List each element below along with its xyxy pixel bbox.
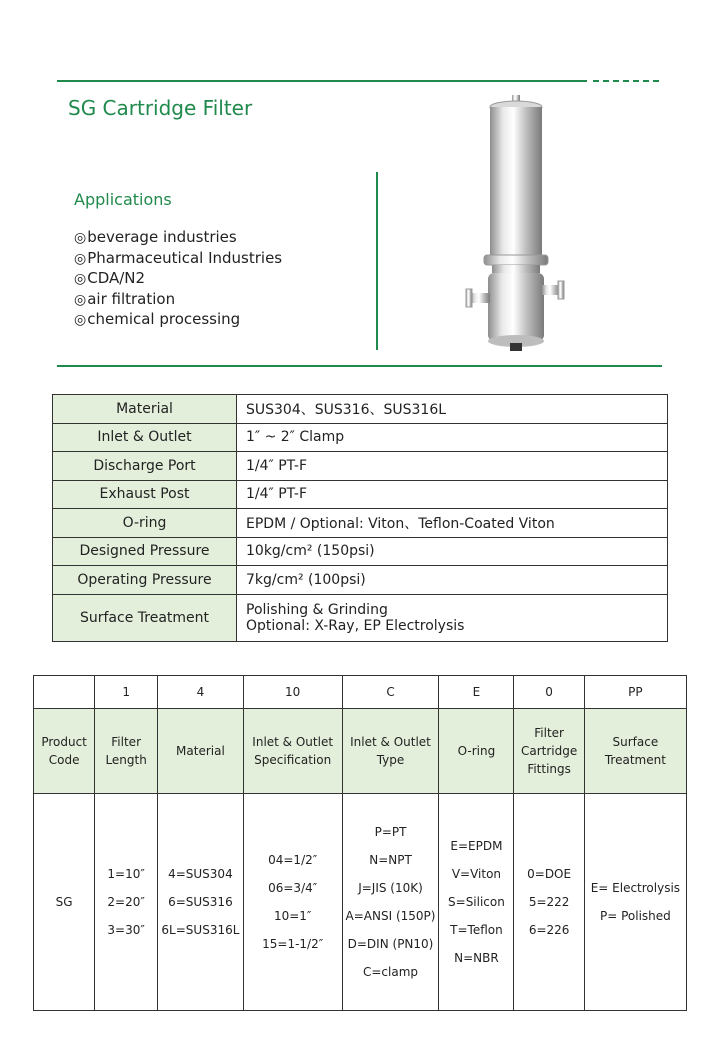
header-cell (439, 709, 514, 794)
cartridge-filter-image (462, 95, 572, 355)
code-cell: 1 (95, 676, 158, 709)
options-row (34, 794, 687, 1011)
spec-value: EPDM / Optional: Viton、Teflon-Coated Viton (237, 509, 668, 538)
code-cell: 4 (158, 676, 244, 709)
option-line: 10=1″ (273, 909, 312, 923)
spec-table (52, 394, 668, 642)
option-line: C=clamp (362, 965, 419, 979)
list-item: ◎ air filtration (74, 290, 282, 311)
option-line: S=Silicon (448, 895, 505, 909)
header-line: Specification (254, 753, 332, 767)
spec-value: Polishing & Grinding (246, 601, 388, 618)
header-line: Code (48, 753, 80, 767)
header-line: O-ring (457, 744, 496, 758)
option-line: 6=SUS316 (168, 895, 233, 909)
top-dashed-divider (593, 80, 659, 82)
page-title: SG Cartridge Filter (68, 96, 253, 120)
option-line: P= Polished (599, 909, 671, 923)
header-cell (243, 709, 342, 794)
table-row (53, 537, 668, 566)
option-line: 2=20″ (107, 895, 145, 909)
table-row (53, 509, 668, 538)
option-cell (158, 794, 244, 1011)
header-line: Length (105, 753, 147, 767)
spec-key: Surface Treatment (53, 594, 237, 641)
header-cell (342, 709, 439, 794)
list-item: ◎ chemical processing (74, 310, 282, 331)
code-cell: E (439, 676, 514, 709)
option-line: SG (55, 895, 73, 909)
option-cell (34, 794, 95, 1011)
list-item: ◎ Pharmaceutical Industries (74, 249, 282, 270)
spec-key: Material (53, 395, 237, 424)
list-item: ◎ beverage industries (74, 228, 282, 249)
spec-key: Operating Pressure (53, 566, 237, 595)
applications-heading: Applications (74, 190, 172, 209)
option-line: 04=1/2″ (268, 853, 318, 867)
spec-value: 1″ ~ 2″ Clamp (237, 423, 668, 452)
header-line: Product (41, 735, 87, 749)
option-line: J=JIS (10K) (358, 881, 423, 895)
code-cell: 0 (514, 676, 584, 709)
table-row (53, 566, 668, 595)
option-line: 6L=SUS316L (161, 923, 240, 937)
code-cell: 10 (243, 676, 342, 709)
option-line: N=NBR (454, 951, 499, 965)
option-cell (584, 794, 686, 1011)
option-line: 1=10″ (107, 867, 145, 881)
header-line: Cartridge (520, 744, 578, 758)
applications-list (74, 228, 282, 331)
spec-value-group (237, 594, 668, 641)
spec-key: Designed Pressure (53, 537, 237, 566)
list-item: ◎ CDA/N2 (74, 269, 282, 290)
code-cell: C (342, 676, 439, 709)
option-cell (95, 794, 158, 1011)
vertical-divider (376, 172, 378, 350)
option-line: 06=3/4″ (268, 881, 318, 895)
table-row (53, 452, 668, 481)
spec-value: 1/4″ PT-F (237, 480, 668, 509)
option-line: 3=30″ (107, 923, 145, 937)
header-cell (584, 709, 686, 794)
spec-key: Exhaust Post (53, 480, 237, 509)
table-row (53, 480, 668, 509)
header-line: Fittings (527, 762, 571, 776)
header-line: Filter (111, 735, 141, 749)
header-line: Inlet & Outlet (252, 735, 334, 749)
spec-value: 7kg/cm² (100psi) (237, 566, 668, 595)
header-cell (95, 709, 158, 794)
spec-value: 1/4″ PT-F (237, 452, 668, 481)
code-row (34, 676, 687, 709)
table-row (53, 395, 668, 424)
header-cell (514, 709, 584, 794)
header-line: Filter (534, 726, 564, 740)
spec-key: Discharge Port (53, 452, 237, 481)
option-line: D=DIN (PN10) (347, 937, 434, 951)
header-line: Inlet & Outlet (350, 735, 431, 749)
header-line: Type (376, 753, 405, 767)
section-divider (57, 365, 662, 367)
option-cell (243, 794, 342, 1011)
option-line: 6=226 (528, 923, 570, 937)
header-row (34, 709, 687, 794)
spec-value: 10kg/cm² (150psi) (237, 537, 668, 566)
option-cell (514, 794, 584, 1011)
option-line: V=Viton (451, 867, 502, 881)
ordering-code-table (33, 675, 687, 1011)
option-line: P=PT (374, 825, 407, 839)
header-line: Material (176, 744, 225, 758)
option-line: T=Teflon (450, 923, 503, 937)
option-line: N=NPT (369, 853, 412, 867)
header-line: Surface (612, 735, 659, 749)
option-cell (439, 794, 514, 1011)
top-divider (57, 80, 587, 82)
option-line: E=EPDM (450, 839, 503, 853)
spec-value: SUS304、SUS316、SUS316L (237, 395, 668, 424)
option-line: A=ANSI (150P) (345, 909, 436, 923)
option-cell (342, 794, 439, 1011)
code-cell (34, 676, 95, 709)
code-cell: PP (584, 676, 686, 709)
option-line: 0=DOE (527, 867, 572, 881)
option-line: 4=SUS304 (168, 867, 233, 881)
spec-key: Inlet & Outlet (53, 423, 237, 452)
header-cell (158, 709, 244, 794)
table-row (53, 594, 668, 641)
option-line: 15=1-1/2″ (262, 937, 324, 951)
header-line: Treatment (604, 753, 666, 767)
header-cell (34, 709, 95, 794)
option-line: 5=222 (528, 895, 570, 909)
option-line: E= Electrolysis (590, 881, 681, 895)
spec-key: O-ring (53, 509, 237, 538)
spec-value-optional: Optional: X-Ray, EP Electrolysis (246, 617, 465, 634)
table-row (53, 423, 668, 452)
